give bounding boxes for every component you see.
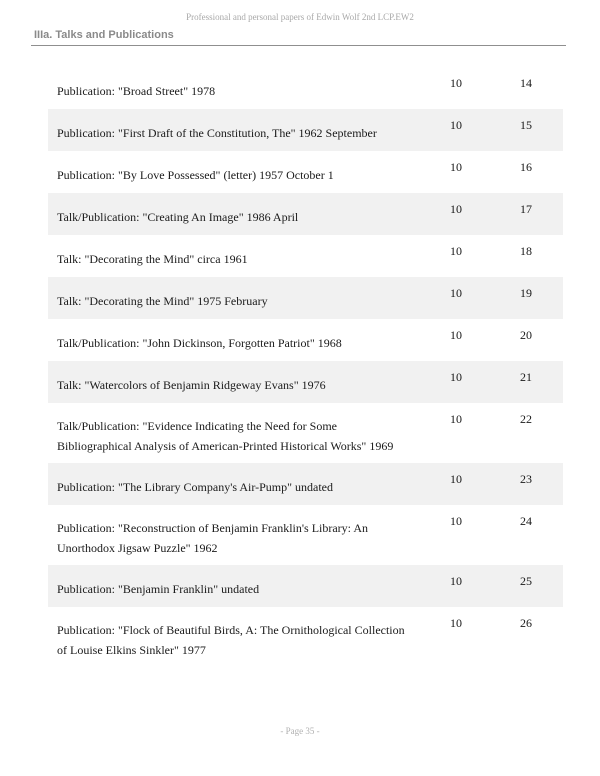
folder-number: 19 [520, 286, 532, 300]
page-number: - Page 35 - [280, 726, 320, 736]
box-number: 10 [450, 514, 462, 528]
list-item [48, 235, 563, 277]
item-title: Talk: "Decorating the Mind" circa 1961 [57, 252, 248, 266]
container-list [48, 67, 563, 667]
box-number: 10 [450, 412, 462, 426]
folder-number: 18 [520, 244, 532, 258]
box-number: 10 [450, 118, 462, 132]
box-number: 10 [450, 286, 462, 300]
folder-number: 16 [520, 160, 532, 174]
item-title: Talk/Publication: "John Dickinson, Forgotten Patriot" 1968 [57, 336, 342, 350]
item-title: Publication: "First Draft of the Constitution, The" 1962 September [57, 126, 377, 140]
box-number: 10 [450, 328, 462, 342]
list-item [48, 505, 563, 565]
folder-number: 21 [520, 370, 532, 384]
box-number: 10 [450, 202, 462, 216]
folder-number: 14 [520, 76, 532, 90]
list-item [48, 151, 563, 193]
section-title: IIIa. Talks and Publications [34, 29, 174, 41]
list-item [48, 403, 563, 463]
section-divider [31, 45, 566, 46]
folder-number: 17 [520, 202, 532, 216]
item-title: Publication: "Flock of Beautiful Birds, A: The Ornithological Collection of Louise Elkins Sinkler" 1977 [57, 623, 405, 657]
item-title: Publication: "The Library Company's Air-Pump" undated [57, 480, 334, 494]
folder-number: 24 [520, 514, 532, 528]
list-item [48, 319, 563, 361]
box-number: 10 [450, 472, 462, 486]
box-number: 10 [450, 244, 462, 258]
collection-title: Professional and personal papers of Edwin Wolf 2nd LCP.EW2 [186, 12, 414, 22]
item-title: Talk: "Watercolors of Benjamin Ridgeway Evans" 1976 [57, 378, 326, 392]
box-number: 10 [450, 574, 462, 588]
folder-number: 23 [520, 472, 532, 486]
list-item [48, 607, 563, 667]
list-item [48, 193, 563, 235]
item-title: Talk/Publication: "Creating An Image" 1986 April [57, 210, 299, 224]
box-number: 10 [450, 616, 462, 630]
folder-number: 15 [520, 118, 532, 132]
box-number: 10 [450, 370, 462, 384]
list-item [48, 463, 563, 505]
list-item [48, 565, 563, 607]
folder-number: 20 [520, 328, 532, 342]
folder-number: 22 [520, 412, 532, 426]
list-item [48, 361, 563, 403]
item-title: Publication: "Benjamin Franklin" undated [57, 582, 260, 596]
folder-number: 25 [520, 574, 532, 588]
folder-number: 26 [520, 616, 532, 630]
item-title: Publication: "By Love Possessed" (letter) 1957 October 1 [57, 168, 334, 182]
item-title: Publication: "Reconstruction of Benjamin Franklin's Library: An Unorthodox Jigsaw Puzzle" 1962 [57, 521, 369, 555]
list-item [48, 277, 563, 319]
list-item [48, 109, 563, 151]
item-title: Talk: "Decorating the Mind" 1975 February [57, 294, 268, 308]
item-title: Publication: "Broad Street" 1978 [57, 84, 216, 98]
box-number: 10 [450, 160, 462, 174]
list-item [48, 67, 563, 109]
item-title: Talk/Publication: "Evidence Indicating the Need for Some Bibliographical Analysis of American-Printed Historical Works" 1969 [57, 419, 394, 453]
box-number: 10 [450, 76, 462, 90]
